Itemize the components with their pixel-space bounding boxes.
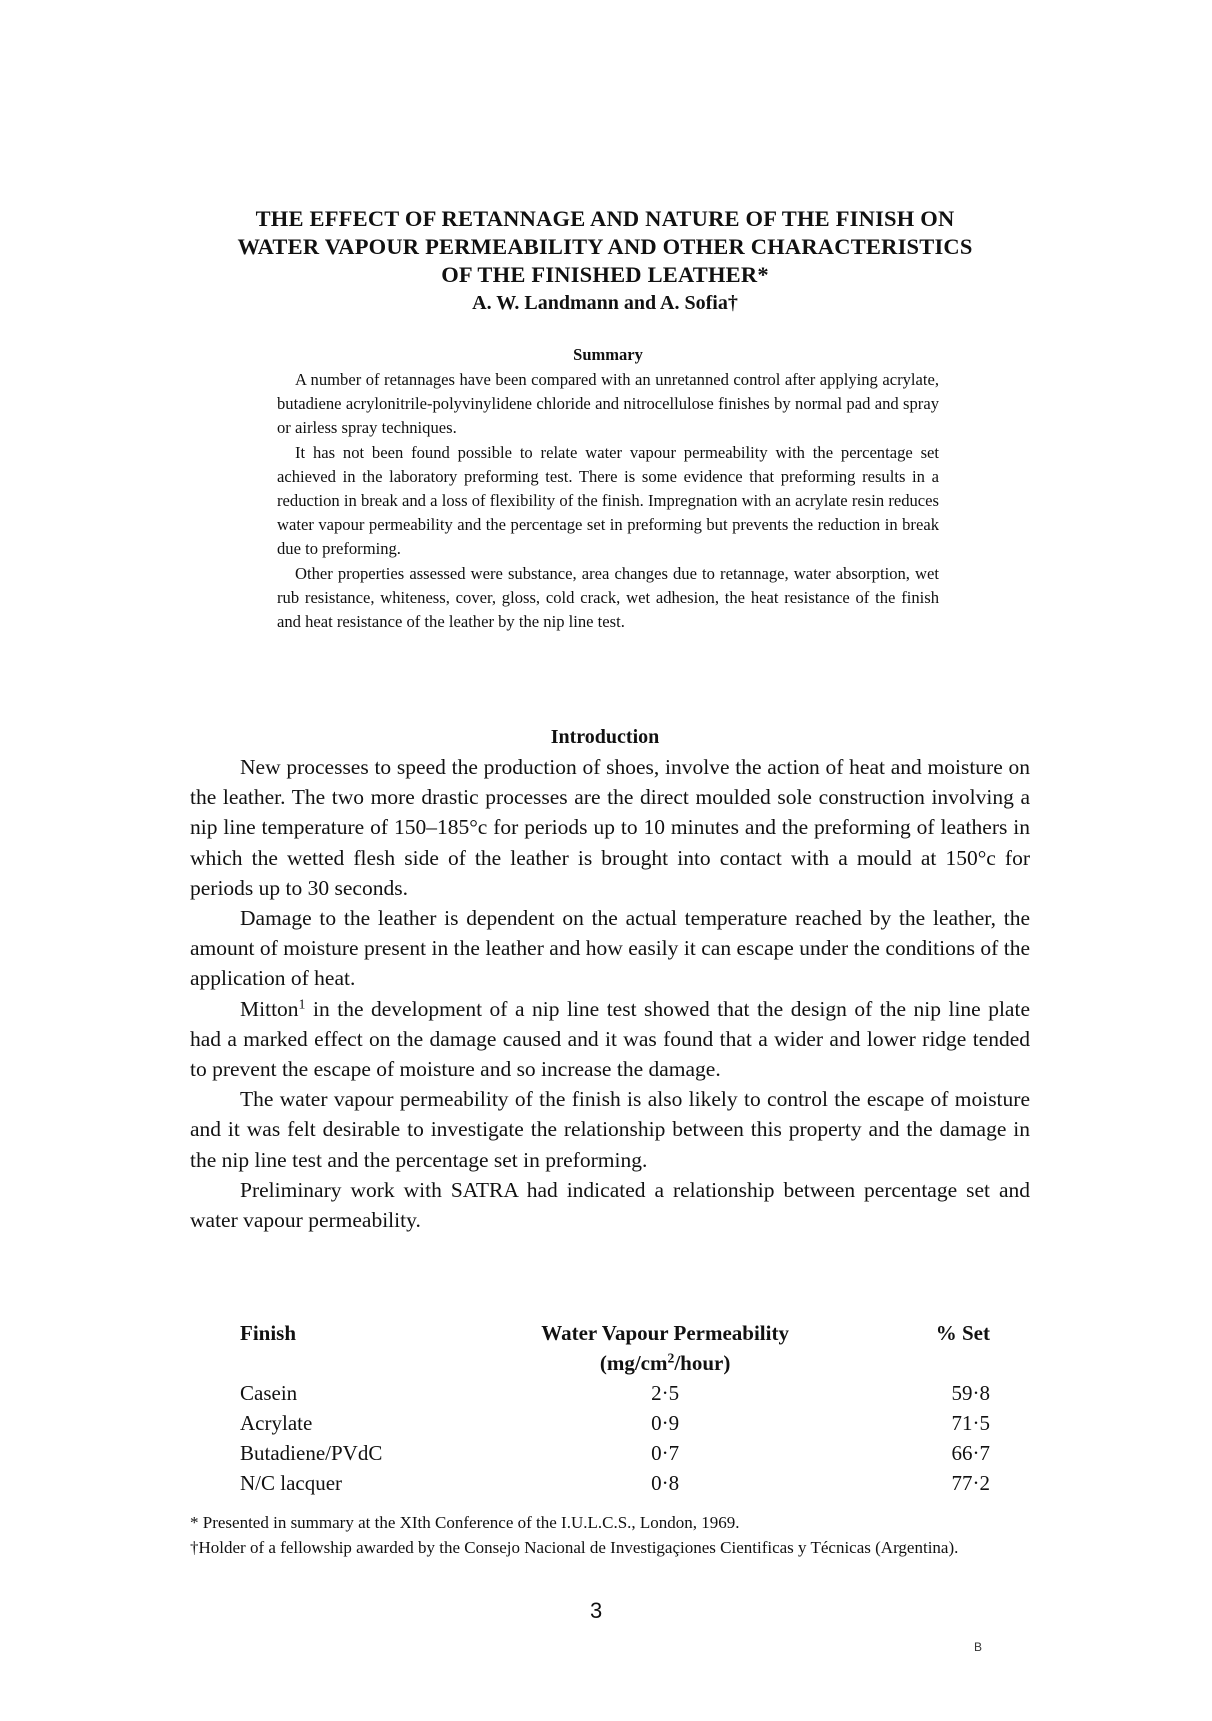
- permeability-table: [240, 1318, 1020, 1498]
- body-paragraph: Damage to the leather is dependent on the actual temperature reached by the leather, the amount of moisture present in the leather and how easily it can escape under the conditions of the application of heat.: [190, 906, 1030, 991]
- header-wvp-unit: [600, 1351, 730, 1375]
- table-row: [240, 1468, 1020, 1498]
- footnote: * Presented in summary at the XIth Conference of the I.U.L.C.S., London, 1969.: [190, 1513, 740, 1532]
- table-row: [240, 1408, 1020, 1438]
- summary-heading: Summary: [573, 345, 643, 364]
- body-paragraph: Preliminary work with SATRA had indicated a relationship between percentage set and water vapour permeability.: [190, 1177, 1030, 1233]
- summary-section: [277, 344, 939, 634]
- body-paragraph: The water vapour permeability of the finish is also likely to control the escape of moisture and it was felt desirable to investigate the relationship between this property and the damage in the nip line test and the percentage set in preforming.: [190, 1087, 1030, 1172]
- cited-author: Mitton: [240, 996, 299, 1021]
- introduction-heading: Introduction: [550, 726, 660, 748]
- header-finish: Finish: [240, 1321, 297, 1345]
- cell-wvp: 0·9: [651, 1411, 680, 1435]
- cell-wvp: 0·7: [651, 1441, 680, 1465]
- paper-title: [170, 205, 1040, 289]
- cell-finish: N/C lacquer: [240, 1471, 343, 1495]
- cell-set: 66·7: [951, 1441, 990, 1465]
- body-paragraph: New processes to speed the production of shoes, involve the action of heat and moisture on the leather. The two more drastic processes are the direct moulded sole construction involving a nip line temperature of 150–185°c for periods up to 10 minutes and the preforming of leathers in which the wetted flesh side of the leather is brought into contact with a mould at 150°c for periods up to 30 seconds.: [190, 755, 1030, 900]
- cell-wvp: 2·5: [651, 1381, 680, 1405]
- header-wvp: [492, 1318, 837, 1378]
- introduction-body: [190, 752, 1030, 1235]
- cell-set: 77·2: [951, 1471, 990, 1495]
- signature-mark: B: [974, 1640, 983, 1654]
- body-paragraph-mitton: [190, 994, 1030, 1085]
- summary-paragraph: Other properties assessed were substance, area changes due to retannage, water absorption, wet rub resistance, whiteness, cover, gloss, cold crack, wet adhesion, the heat resistance of the finish and heat resistance of the leather by the nip line test.: [277, 563, 939, 632]
- cell-finish: Butadiene/PVdC: [240, 1441, 383, 1465]
- reference-marker: 1: [298, 996, 306, 1012]
- title-line: THE EFFECT OF RETANNAGE AND NATURE OF THE FINISH ON: [255, 206, 955, 231]
- authors: A. W. Landmann and A. Sofia†: [472, 292, 738, 314]
- footnotes: [190, 1512, 1030, 1559]
- unit-superscript: 2: [667, 1350, 675, 1366]
- cell-set: 59·8: [951, 1381, 990, 1405]
- title-line: WATER VAPOUR PERMEABILITY AND OTHER CHARACTERISTICS: [237, 234, 973, 259]
- title-line: OF THE FINISHED LEATHER*: [441, 262, 769, 287]
- unit-text: (mg/cm: [599, 1351, 668, 1375]
- cell-finish: Casein: [240, 1381, 298, 1405]
- header-wvp-label: Water Vapour Permeability: [541, 1321, 789, 1345]
- table-row: [240, 1438, 1020, 1468]
- paragraph-text: in the development of a nip line test showed that the design of the nip line plate had a marked effect on the damage caused and it was found that a wider and lower ridge tended to prevent the escape of moisture and so increase the damage.: [190, 996, 1030, 1082]
- table-header-row: [240, 1318, 1020, 1378]
- unit-text: /hour): [674, 1351, 731, 1375]
- header-set: % Set: [935, 1321, 990, 1345]
- footnote: †Holder of a fellowship awarded by the Consejo Nacional de Investigaçiones Cientificas y Técnicas (Argentina).: [190, 1538, 959, 1557]
- summary-paragraph: It has not been found possible to relate water vapour permeability with the percentage set achieved in the laboratory preforming test. There is some evidence that preforming results in a reduction in break and a loss of flexibility of the finish. Impregnation with an acrylate resin reduces water vapour permeability and the percentage set in preforming but prevents the reduction in break due to preforming.: [277, 442, 939, 559]
- cell-wvp: 0·8: [651, 1471, 680, 1495]
- cell-finish: Acrylate: [240, 1411, 313, 1435]
- page-number: 3: [590, 1598, 603, 1623]
- summary-paragraph: A number of retannages have been compared with an unretanned control after applying acrylate, butadiene acrylonitrile-polyvinylidene chloride and nitrocellulose finishes by normal pad and spray or airless spray techniques.: [277, 370, 939, 438]
- table-row: [240, 1378, 1020, 1408]
- cell-set: 71·5: [951, 1411, 990, 1435]
